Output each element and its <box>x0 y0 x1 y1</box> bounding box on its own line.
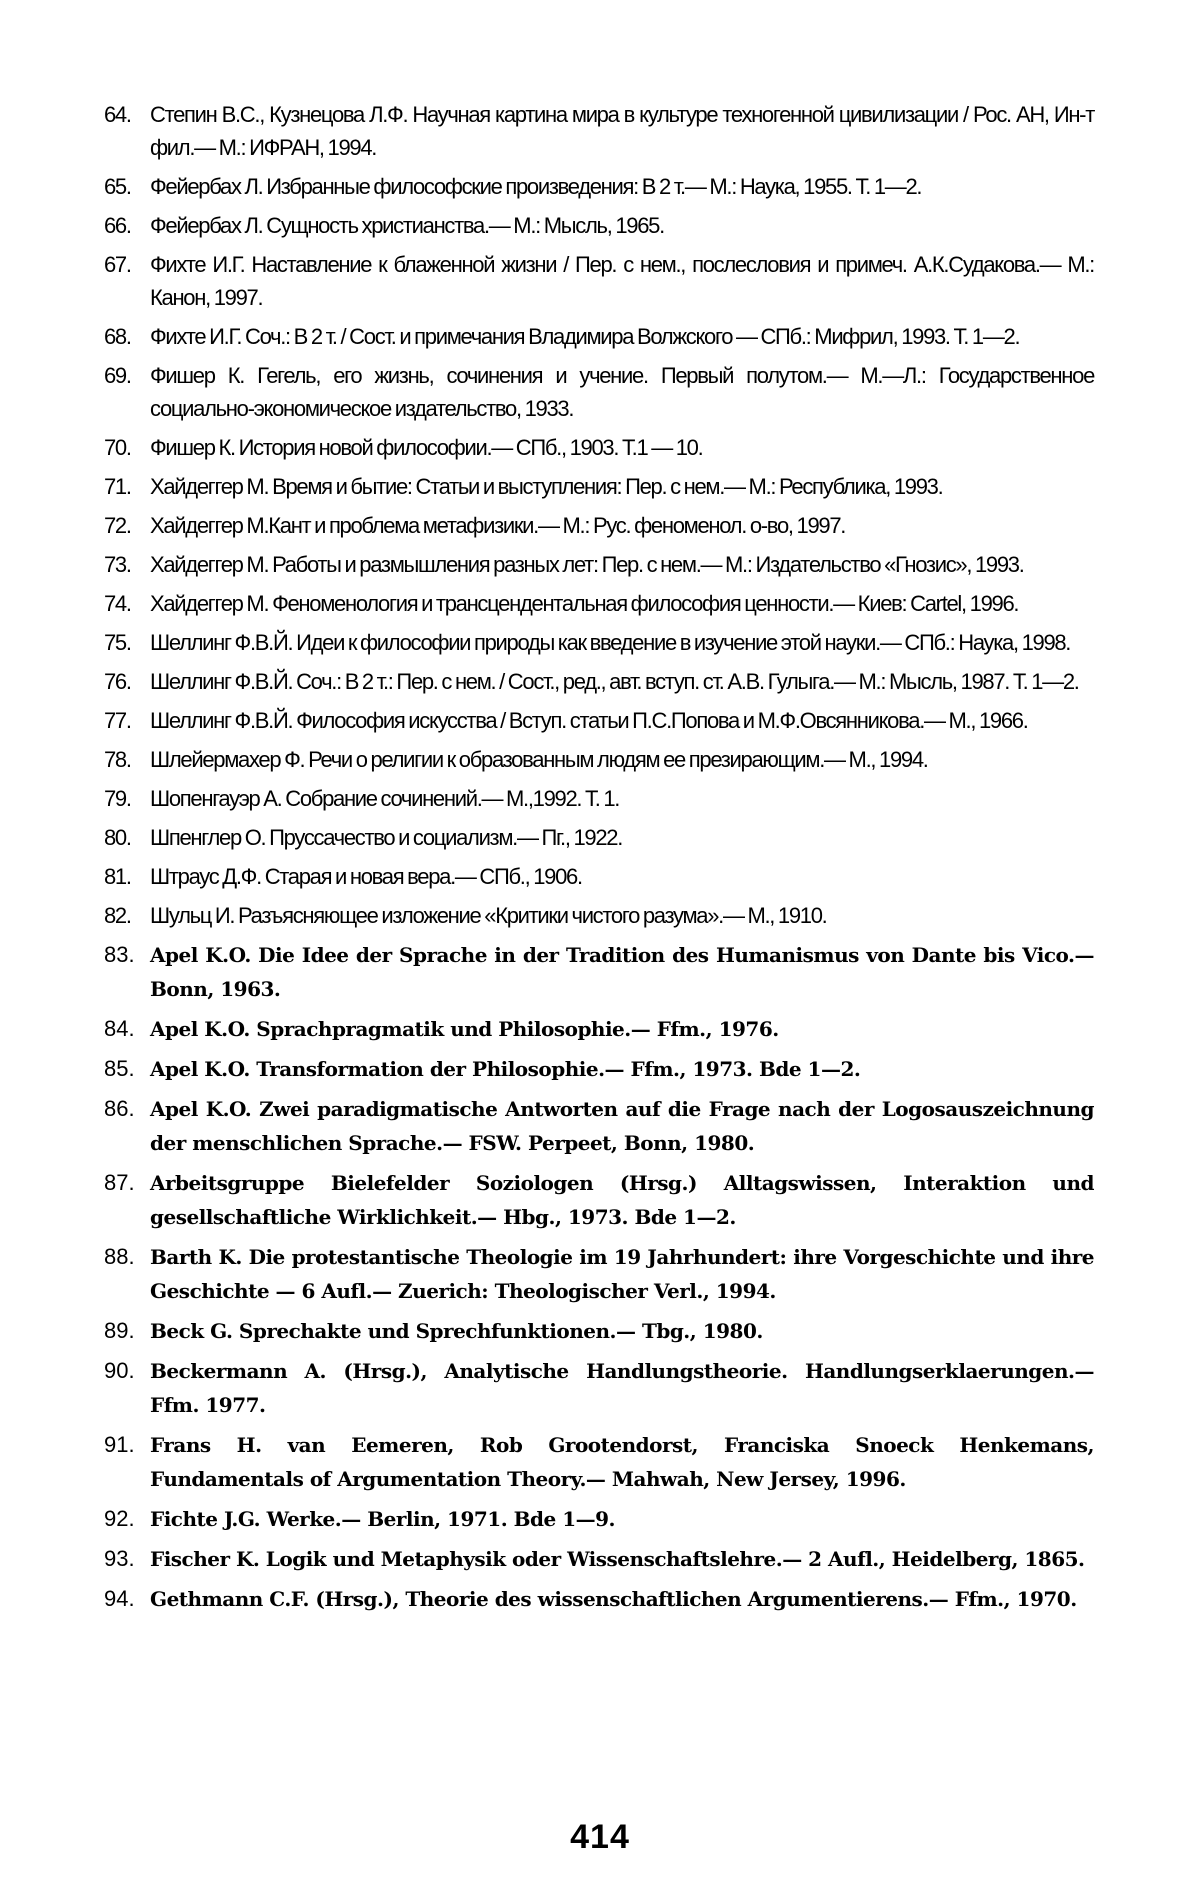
entry-text: Фишер К. Гегель, его жизнь, сочинения и учение. Первый полутом.— М.—Л.: Государственное социально-экономическое издательство, 1933. <box>150 363 1094 421</box>
bibliography-entry <box>104 1428 1094 1496</box>
entry-text: Beck G. Sprechakte und Sprechfunktionen.— Tbg., 1980. <box>150 1319 763 1343</box>
entry-text: Gethmann C.F. (Hrsg.), Theorie des wissenschaftlichen Argumentierens.— Ffm., 1970. <box>150 1587 1077 1611</box>
bibliography-entry <box>104 1052 1094 1086</box>
bibliography-entry <box>104 359 1094 425</box>
entry-text: Фишер К. История новой философии.— СПб., 1903. Т.1 — 10. <box>150 435 703 460</box>
bibliography-entry <box>104 548 1094 581</box>
entry-number: 91. <box>104 1432 135 1457</box>
bibliography-entry <box>104 938 1094 1006</box>
entry-text: Хайдеггер М. Время и бытие: Статьи и выступления: Пер. с нем.— М.: Республика, 1993. <box>150 474 943 499</box>
entry-number: 86. <box>104 1096 135 1121</box>
entry-number: 65. <box>104 174 131 199</box>
entry-number: 74. <box>104 591 131 616</box>
entry-text: Хайдеггер М.Кант и проблема метафизики.— М.: Рус. феноменол. о-во, 1997. <box>150 513 846 538</box>
entry-number: 81. <box>104 864 131 889</box>
entry-number: 92. <box>104 1506 135 1531</box>
bibliography-entry <box>104 1092 1094 1160</box>
bibliography-entry <box>104 587 1094 620</box>
entry-text: Apel K.O. Zwei paradigmatische Antworten auf die Frage nach der Logosauszeichnung der menschlichen Sprache.— FSW. Perpeet, Bonn, 1980. <box>150 1097 1094 1155</box>
entry-text: Фихте И.Г. Соч.: В 2 т. / Сост. и примечания Владимира Волжского — СПб.: Мифрил, 1993. Т. 1—2. <box>150 324 1020 349</box>
bibliography-entry <box>104 1240 1094 1308</box>
entry-text: Фейербах Л. Избранные философские произведения: В 2 т.— М.: Наука, 1955. Т. 1—2. <box>150 174 922 199</box>
entry-text: Фейербах Л. Сущность христианства.— М.: Мысль, 1965. <box>150 213 664 238</box>
bibliography-entry <box>104 821 1094 854</box>
entry-number: 84. <box>104 1016 135 1041</box>
entry-number: 77. <box>104 708 131 733</box>
entry-number: 64. <box>104 102 131 127</box>
entry-number: 69. <box>104 363 131 388</box>
entry-text: Шопенгауэр А. Собрание сочинений.— М.,1992. Т. 1. <box>150 786 620 811</box>
entry-number: 67. <box>104 252 131 277</box>
entry-text: Шеллинг Ф.В.Й. Идеи к философии природы как введение в изучение этой науки.— СПб.: Наука, 1998. <box>150 630 1071 655</box>
bibliography-list <box>104 98 1094 1622</box>
entry-number: 93. <box>104 1546 135 1571</box>
bibliography-entry <box>104 1166 1094 1234</box>
entry-text: Степин В.С., Кузнецова Л.Ф. Научная картина мира в культуре техногенной цивилизации / Рос. АН, Ин-т фил.— М.: ИФРАН, 1994. <box>150 102 1094 160</box>
entry-text: Фихте И.Г. Наставление к блаженной жизни / Пер. с нем., послесловия и примеч. А.К.Судакова.— М.: Канон, 1997. <box>150 252 1094 310</box>
entry-text: Barth K. Die protestantische Theologie im 19 Jahrhundert: ihre Vorgeschichte und ihre Geschichte — 6 Aufl.— Zuerich: Theologischer Verl., 1994. <box>150 1245 1094 1303</box>
bibliography-entry <box>104 1502 1094 1536</box>
entry-number: 80. <box>104 825 131 850</box>
entry-number: 94. <box>104 1586 135 1611</box>
bibliography-entry <box>104 1314 1094 1348</box>
entry-text: Шпенглер О. Пруссачество и социализм.— Пг., 1922. <box>150 825 623 850</box>
bibliography-entry <box>104 704 1094 737</box>
entry-number: 85. <box>104 1056 135 1081</box>
entry-text: Шеллинг Ф.В.Й. Соч.: В 2 т.: Пер. с нем. / Сост., ред., авт. вступ. ст. А.В. Гулыга.— М.: Мысль, 1987. Т. 1—2. <box>150 669 1079 694</box>
bibliography-entry <box>104 1354 1094 1422</box>
bibliography-entry <box>104 98 1094 164</box>
entry-number: 75. <box>104 630 131 655</box>
entry-number: 87. <box>104 1170 135 1195</box>
entry-number: 73. <box>104 552 131 577</box>
entry-text: Apel K.O. Transformation der Philosophie.— Ffm., 1973. Bde 1—2. <box>150 1057 861 1081</box>
bibliography-entry <box>104 320 1094 353</box>
entry-number: 82. <box>104 903 131 928</box>
entry-number: 70. <box>104 435 131 460</box>
bibliography-entry <box>104 170 1094 203</box>
entry-text: Fichte J.G. Werke.— Berlin, 1971. Bde 1—9. <box>150 1507 615 1531</box>
entry-number: 89. <box>104 1318 135 1343</box>
bibliography-entry <box>104 665 1094 698</box>
entry-text: Шульц И. Разъясняющее изложение «Критики чистого разума».— М., 1910. <box>150 903 827 928</box>
entry-number: 68. <box>104 324 131 349</box>
bibliography-entry <box>104 1012 1094 1046</box>
bibliography-entry <box>104 248 1094 314</box>
bibliography-entry <box>104 470 1094 503</box>
bibliography-entry <box>104 209 1094 242</box>
bibliography-entry <box>104 1582 1094 1616</box>
bibliography-entry <box>104 626 1094 659</box>
entry-text: Fischer K. Logik und Metaphysik oder Wissenschaftslehre.— 2 Aufl., Heidelberg, 1865. <box>150 1547 1085 1571</box>
bibliography-entry <box>104 899 1094 932</box>
entry-number: 88. <box>104 1244 135 1269</box>
entry-number: 83. <box>104 942 135 967</box>
bibliography-entry <box>104 743 1094 776</box>
entry-text: Frans H. van Eemeren, Rob Grootendorst, Franciska Snoeck Henkemans, Fundamentals of Argumentation Theory.— Mahwah, New Jersey, 1996. <box>150 1433 1094 1491</box>
bibliography-entry <box>104 431 1094 464</box>
entry-number: 71. <box>104 474 131 499</box>
entry-text: Штраус Д.Ф. Старая и новая вера.— СПб., 1906. <box>150 864 582 889</box>
entry-text: Apel K.O. Die Idee der Sprache in der Tradition des Humanismus von Dante bis Vico.— Bonn, 1963. <box>150 943 1094 1001</box>
entry-number: 78. <box>104 747 131 772</box>
bibliography-entry <box>104 1542 1094 1576</box>
entry-text: Beckermann A. (Hrsg.), Analytische Handlungstheorie. Handlungserklaerungen.— Ffm. 1977. <box>150 1359 1094 1417</box>
bibliography-entry <box>104 782 1094 815</box>
entry-number: 79. <box>104 786 131 811</box>
entry-number: 76. <box>104 669 131 694</box>
bibliography-entry <box>104 509 1094 542</box>
entry-number: 90. <box>104 1358 135 1383</box>
entry-number: 66. <box>104 213 131 238</box>
entry-text: Хайдеггер М. Работы и размышления разных лет: Пер. с нем.— М.: Издательство «Гнозис», 1993. <box>150 552 1024 577</box>
entry-text: Arbeitsgruppe Bielefelder Soziologen (Hrsg.) Alltagswissen, Interaktion und gesellschaftliche Wirklichkeit.— Hbg., 1973. Bde 1—2. <box>150 1171 1094 1229</box>
page-number: 414 <box>570 1818 630 1856</box>
entry-text: Шлейермахер Ф. Речи о религии к образованным людям ее презирающим.— М., 1994. <box>150 747 928 772</box>
entry-text: Хайдеггер М. Феноменология и трансцендентальная философия ценности.— Киев: Cartel, 1996. <box>150 591 1019 616</box>
bibliography-entry <box>104 860 1094 893</box>
entry-text: Шеллинг Ф.В.Й. Философия искусства / Вступ. статьи П.С.Попова и М.Ф.Овсянникова.— М., 1966. <box>150 708 1028 733</box>
entry-number: 72. <box>104 513 131 538</box>
entry-text: Apel K.O. Sprachpragmatik und Philosophie.— Ffm., 1976. <box>150 1017 779 1041</box>
